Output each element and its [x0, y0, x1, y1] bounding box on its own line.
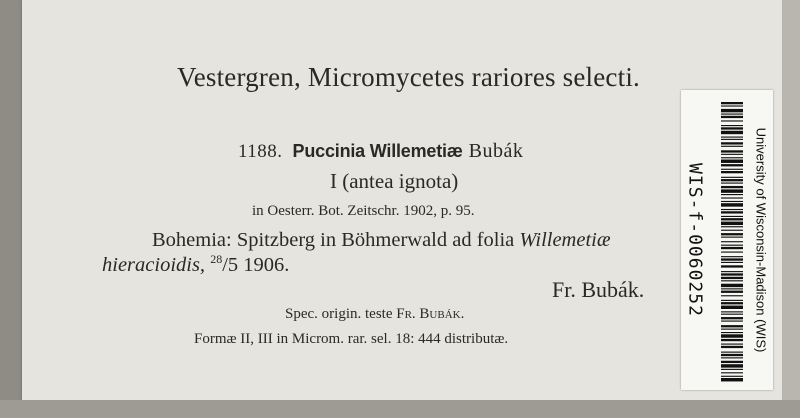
species-name: Puccinia Willemetiæ	[292, 141, 463, 161]
spec-origin-name: Fr. Bubák.	[396, 306, 465, 322]
series-title: Vestergren, Micromycetes rariores selecti.	[177, 62, 640, 92]
formae-distribution: Formæ II, III in Microm. rar. sel. 18: 444 distributæ.	[194, 331, 509, 347]
catalog-number: WIS-f-0060252	[684, 163, 706, 317]
institution-name: University of Wisconsin-Madison (WIS)	[753, 127, 769, 353]
sheet-edge-bottom	[0, 400, 800, 418]
specimen-origin	[285, 306, 464, 323]
specimen-label	[22, 0, 782, 400]
sheet-edge-right	[782, 0, 800, 418]
specimen-heading	[238, 140, 523, 163]
locality-line-2	[102, 252, 289, 277]
host-epithet: hieracioidis,	[102, 253, 206, 276]
exsiccata-number: 1188.	[238, 141, 283, 162]
barcode-icon	[721, 100, 743, 382]
barcode-label	[681, 90, 773, 390]
collector: Fr. Bubák.	[552, 277, 645, 302]
spec-origin-prefix: Spec. origin. teste	[285, 306, 393, 322]
locality-text: Bohemia: Spitzberg in Böhmerwald ad folia	[152, 229, 515, 251]
species-author: Bubák	[468, 140, 524, 162]
collection-date: /5 1906.	[222, 253, 290, 276]
locality-line-1	[152, 229, 611, 252]
collection-day: 28	[210, 252, 223, 266]
spore-stage: I (antea ignota)	[330, 169, 459, 193]
citation: in Oesterr. Bot. Zeitschr. 1902, p. 95.	[252, 203, 475, 219]
host-genus: Willemetiæ	[519, 229, 611, 251]
